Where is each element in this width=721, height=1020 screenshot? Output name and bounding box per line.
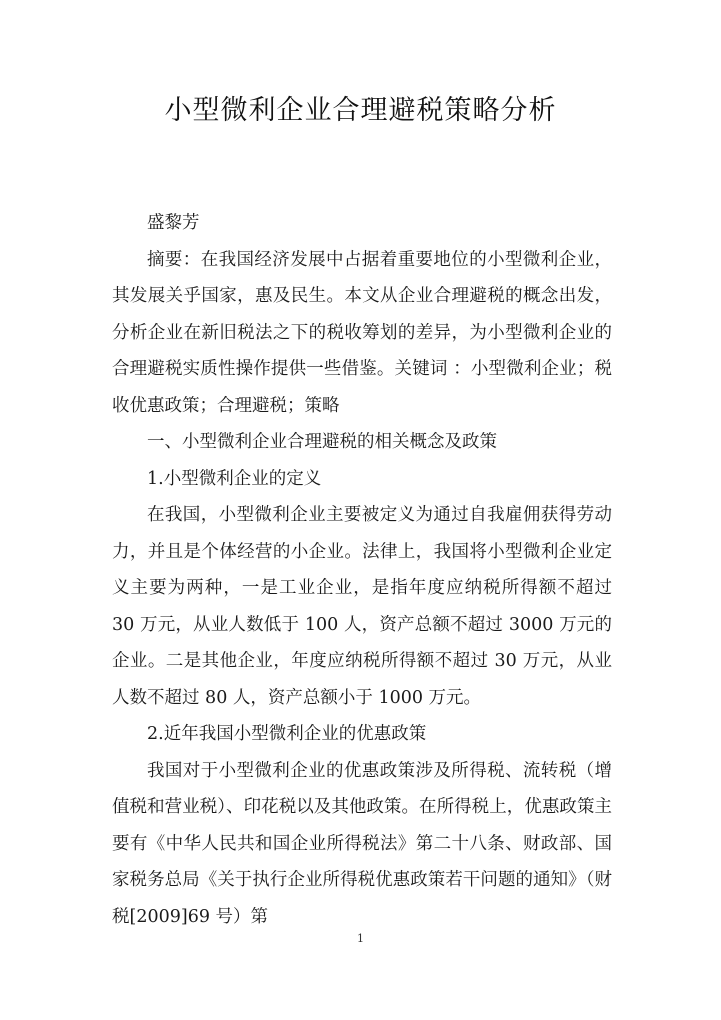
section-heading: 一、小型微利企业合理避税的相关概念及政策: [147, 432, 497, 452]
body-paragraph: 在我国，小型微利企业主要被定义为通过自我雇佣获得劳动力，并且是个体经营的小企业。法律上，我国将小型微利企业定义主要为两种，一是工业企业，是指年度应纳税所得额不超过 30 万元，从业人数低于 100 人，资产总额不超过 3000 万元的企业。二是其他企业，年度应纳税所得额不超过 30 万元，从业人数不超过 80 人，资产总额小于 1000 万元。: [112, 505, 612, 708]
abstract-paragraph: 摘要：在我国经济发展中占据着重要地位的小型微利企业，其发展关乎国家，惠及民生。本文从企业合理避税的概念出发，分析企业在新旧税法之下的税收筹划的差异，为小型微利企业的合理避税实质性操作提供一些借鉴。关键词 ：小型微利企业；税收优惠政策；合理避税；策略: [112, 249, 612, 416]
author-name: 盛黎芳: [147, 213, 200, 233]
body-paragraph: 我国对于小型微利企业的优惠政策涉及所得税、流转税（增值税和营业税）、印花税以及其他政策。在所得税上，优惠政策主要有《中华人民共和国企业所得税法》第二十八条、财政部、国家税务总局《关于执行企业所得税优惠政策若干问题的通知》（财税[2009]69 号）第: [112, 760, 612, 927]
document-title: 小型微利企业合理避税策略分析: [164, 95, 557, 126]
document-body: [112, 205, 612, 935]
subsection-heading: 2.近年我国小型微利企业的优惠政策: [147, 724, 427, 744]
subsection-heading: 1.小型微利企业的定义: [147, 468, 322, 489]
page-number: 1: [357, 932, 364, 945]
